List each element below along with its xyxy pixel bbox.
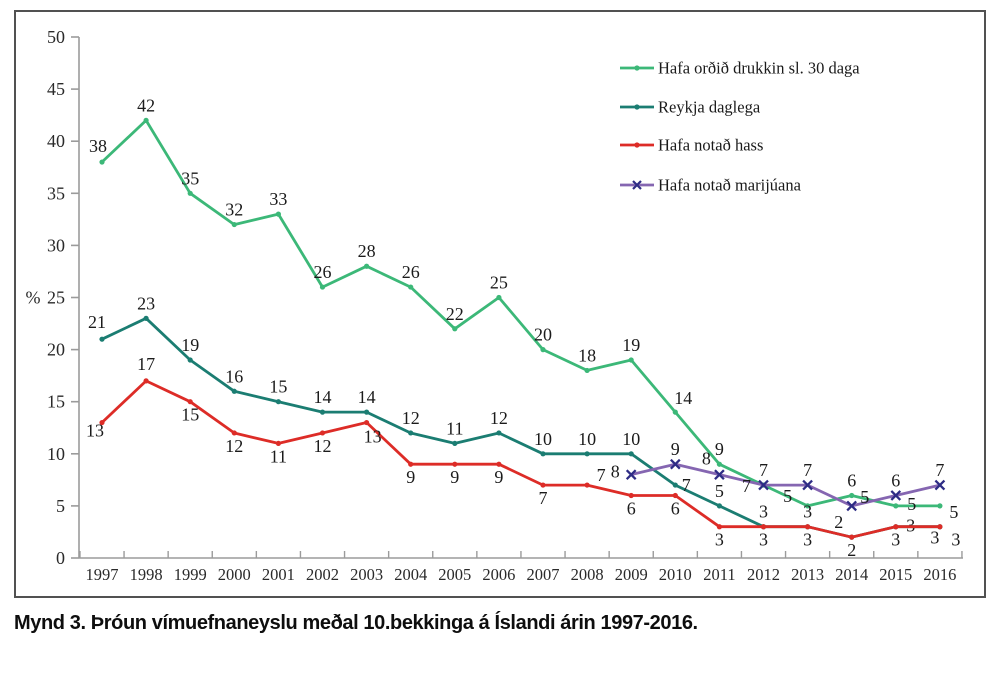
data-label: 12: [489, 407, 508, 428]
data-label: 21: [88, 312, 106, 333]
data-label: 7: [742, 476, 751, 497]
dot-marker: [232, 222, 237, 227]
dot-marker: [188, 357, 193, 362]
dot-marker: [232, 430, 237, 435]
y-tick-label: 0: [56, 548, 65, 568]
legend-dot-marker: [634, 65, 639, 70]
data-label: 6: [626, 498, 636, 519]
data-label: 25: [489, 272, 508, 293]
data-label: 6: [670, 498, 680, 519]
data-label: 3: [803, 501, 813, 522]
dot-marker: [276, 212, 281, 217]
data-label: 5: [949, 501, 959, 522]
x-tick-label: 2015: [879, 565, 913, 584]
data-label: 9: [406, 467, 416, 488]
data-label: 12: [313, 435, 332, 456]
data-label: 7: [538, 488, 548, 509]
dot-marker: [540, 347, 545, 352]
series-line-hass: [102, 381, 940, 537]
x-tick-label: 2004: [394, 565, 428, 584]
data-label: 38: [89, 136, 107, 157]
dot-marker: [144, 118, 149, 123]
dot-marker: [364, 420, 369, 425]
legend-item-marijuana: [620, 176, 802, 195]
dot-marker: [496, 430, 501, 435]
dot-marker: [408, 430, 413, 435]
y-tick-label: 30: [47, 235, 65, 256]
data-label: 7: [803, 460, 813, 481]
dot-marker: [276, 399, 281, 404]
dot-marker: [320, 410, 325, 415]
data-label: 32: [225, 199, 244, 220]
data-label: 9: [714, 439, 724, 460]
y-tick-label: 45: [47, 79, 65, 100]
data-label: 7: [759, 460, 768, 481]
x-tick-label: 2006: [482, 565, 516, 584]
data-label: 19: [622, 335, 641, 356]
x-tick-label: 2005: [438, 565, 472, 584]
dot-marker: [320, 430, 325, 435]
y-axis: [26, 27, 80, 568]
data-label: 8: [701, 448, 711, 469]
data-label: 18: [578, 345, 597, 366]
series-markers-hass: [99, 378, 945, 540]
dot-marker: [540, 482, 545, 487]
legend-label-hass: Hafa notað hass: [658, 135, 764, 155]
series-labels-drukkin: [89, 95, 958, 522]
data-label: 5: [907, 493, 917, 514]
data-label: 9: [450, 467, 460, 488]
dot-marker: [364, 264, 369, 269]
x-tick-label: 2000: [217, 565, 251, 584]
data-label: 15: [181, 404, 200, 425]
data-label: 13: [363, 426, 382, 447]
data-label: 9: [494, 467, 504, 488]
data-label: 9: [670, 439, 680, 460]
data-label: 7: [935, 460, 945, 481]
legend-item-hass: [620, 136, 763, 155]
dot-marker: [937, 503, 942, 508]
dot-marker: [629, 357, 634, 362]
x-tick-label: 2002: [306, 565, 339, 584]
legend-dot-marker: [634, 104, 639, 109]
x-tick-label: 2013: [791, 565, 825, 584]
data-label: 10: [622, 428, 641, 449]
data-label: 10: [534, 428, 552, 449]
y-tick-label: 35: [47, 183, 65, 204]
figure-caption: Mynd 3. Þróun vímuefnaneyslu meðal 10.bekkinga á Íslandi árin 1997-2016.: [14, 612, 698, 634]
data-label: 5: [783, 485, 793, 506]
series-hass: [86, 354, 943, 560]
data-label: 11: [446, 418, 464, 439]
x-tick-label: 2001: [261, 565, 295, 584]
x-tick-label: 2009: [614, 565, 648, 584]
dot-marker: [452, 462, 457, 467]
legend-label-drukkin: Hafa orðið drukkin sl. 30 daga: [658, 58, 860, 78]
data-label: 3: [951, 529, 961, 550]
dot-marker: [849, 493, 854, 498]
legend-item-reykja: [620, 98, 761, 117]
data-label: 12: [401, 407, 420, 428]
dot-marker: [188, 191, 193, 196]
line-chart: [16, 12, 984, 596]
series-labels-hass: [86, 354, 939, 560]
data-label: 20: [534, 324, 552, 345]
data-label: 16: [225, 366, 244, 387]
dot-marker: [496, 295, 501, 300]
dot-marker: [540, 451, 545, 456]
data-label: 10: [578, 428, 597, 449]
dot-marker: [761, 524, 766, 529]
dot-marker: [99, 337, 104, 342]
x-tick-label: 2016: [923, 565, 957, 584]
dot-marker: [408, 462, 413, 467]
data-label: 3: [714, 529, 724, 550]
data-label: 6: [847, 470, 857, 491]
y-tick-label: 10: [47, 443, 65, 464]
y-tick-label: 15: [47, 391, 65, 412]
x-tick-label: 2008: [570, 565, 604, 584]
y-tick-label: 20: [47, 339, 65, 360]
data-label: 22: [445, 303, 464, 324]
data-label: 35: [181, 168, 200, 189]
dot-marker: [452, 441, 457, 446]
dot-marker: [717, 462, 722, 467]
dot-marker: [585, 368, 590, 373]
data-label: 3: [803, 529, 813, 550]
legend-label-marijuana: Hafa notað marijúana: [658, 175, 801, 195]
dot-marker: [893, 503, 898, 508]
data-label: 42: [137, 95, 156, 116]
legend-item-drukkin: [620, 59, 860, 78]
dot-marker: [232, 389, 237, 394]
data-label: 5: [714, 480, 724, 501]
data-label: 33: [269, 189, 288, 210]
y-tick-label: 40: [47, 131, 65, 152]
data-label: 14: [674, 388, 693, 409]
data-label: 3: [906, 515, 916, 536]
data-label: 28: [357, 241, 376, 262]
legend: [620, 59, 860, 195]
data-label: 12: [225, 435, 244, 456]
data-label: 26: [313, 262, 332, 283]
x-tick-label: 2014: [835, 565, 869, 584]
data-label: 14: [313, 387, 332, 408]
dot-marker: [893, 524, 898, 529]
dot-marker: [452, 326, 457, 331]
data-label: 5: [860, 486, 870, 507]
dot-marker: [144, 378, 149, 383]
chart-frame: [14, 10, 986, 598]
data-label: 3: [930, 527, 940, 548]
y-tick-label: 5: [56, 495, 65, 516]
dot-marker: [629, 493, 634, 498]
dot-marker: [585, 451, 590, 456]
x-tick-label: 1997: [85, 565, 119, 584]
y-tick-label: 50: [47, 27, 65, 47]
legend-dot-marker: [634, 142, 639, 147]
x-tick-label: 2012: [747, 565, 780, 584]
x-tick-label: 2007: [526, 565, 560, 584]
x-tick-label: 2010: [658, 565, 692, 584]
dot-marker: [673, 493, 678, 498]
series-drukkin: [89, 95, 958, 522]
x-tick-label: 2003: [350, 565, 384, 584]
dot-marker: [629, 451, 634, 456]
legend-label-reykja: Reykja daglega: [658, 97, 761, 117]
dot-marker: [364, 410, 369, 415]
dot-marker: [276, 441, 281, 446]
data-label: 17: [137, 353, 156, 374]
dot-marker: [585, 482, 590, 487]
data-label: 6: [891, 470, 901, 491]
dot-marker: [408, 284, 413, 289]
data-label: 11: [269, 446, 288, 467]
data-label: 13: [86, 420, 104, 441]
y-axis-unit-label: %: [25, 287, 41, 308]
data-label: 8: [610, 461, 620, 482]
data-label: 23: [137, 293, 156, 314]
data-label: 14: [357, 387, 376, 408]
x-axis: [79, 551, 963, 584]
dot-marker: [673, 482, 678, 487]
x-tick-label: 2011: [703, 565, 736, 584]
y-tick-label: 25: [47, 287, 65, 308]
x-tick-label: 1998: [129, 565, 163, 584]
dot-marker: [717, 524, 722, 529]
dot-marker: [320, 284, 325, 289]
dot-marker: [673, 410, 678, 415]
dot-marker: [849, 535, 854, 540]
data-label: 26: [401, 262, 420, 283]
data-label: 15: [269, 376, 288, 397]
dot-marker: [99, 159, 104, 164]
dot-marker: [188, 399, 193, 404]
dot-marker: [717, 503, 722, 508]
x-tick-label: 1999: [173, 565, 207, 584]
data-label: 2: [847, 540, 857, 561]
data-label: 19: [181, 335, 200, 356]
data-label: 3: [759, 529, 768, 550]
data-label: 3: [891, 529, 901, 550]
data-label: 2: [834, 512, 844, 533]
data-label: 7: [596, 465, 606, 486]
data-label: 7: [681, 475, 691, 496]
data-label: 3: [759, 501, 768, 522]
dot-marker: [805, 524, 810, 529]
dot-marker: [144, 316, 149, 321]
dot-marker: [496, 462, 501, 467]
